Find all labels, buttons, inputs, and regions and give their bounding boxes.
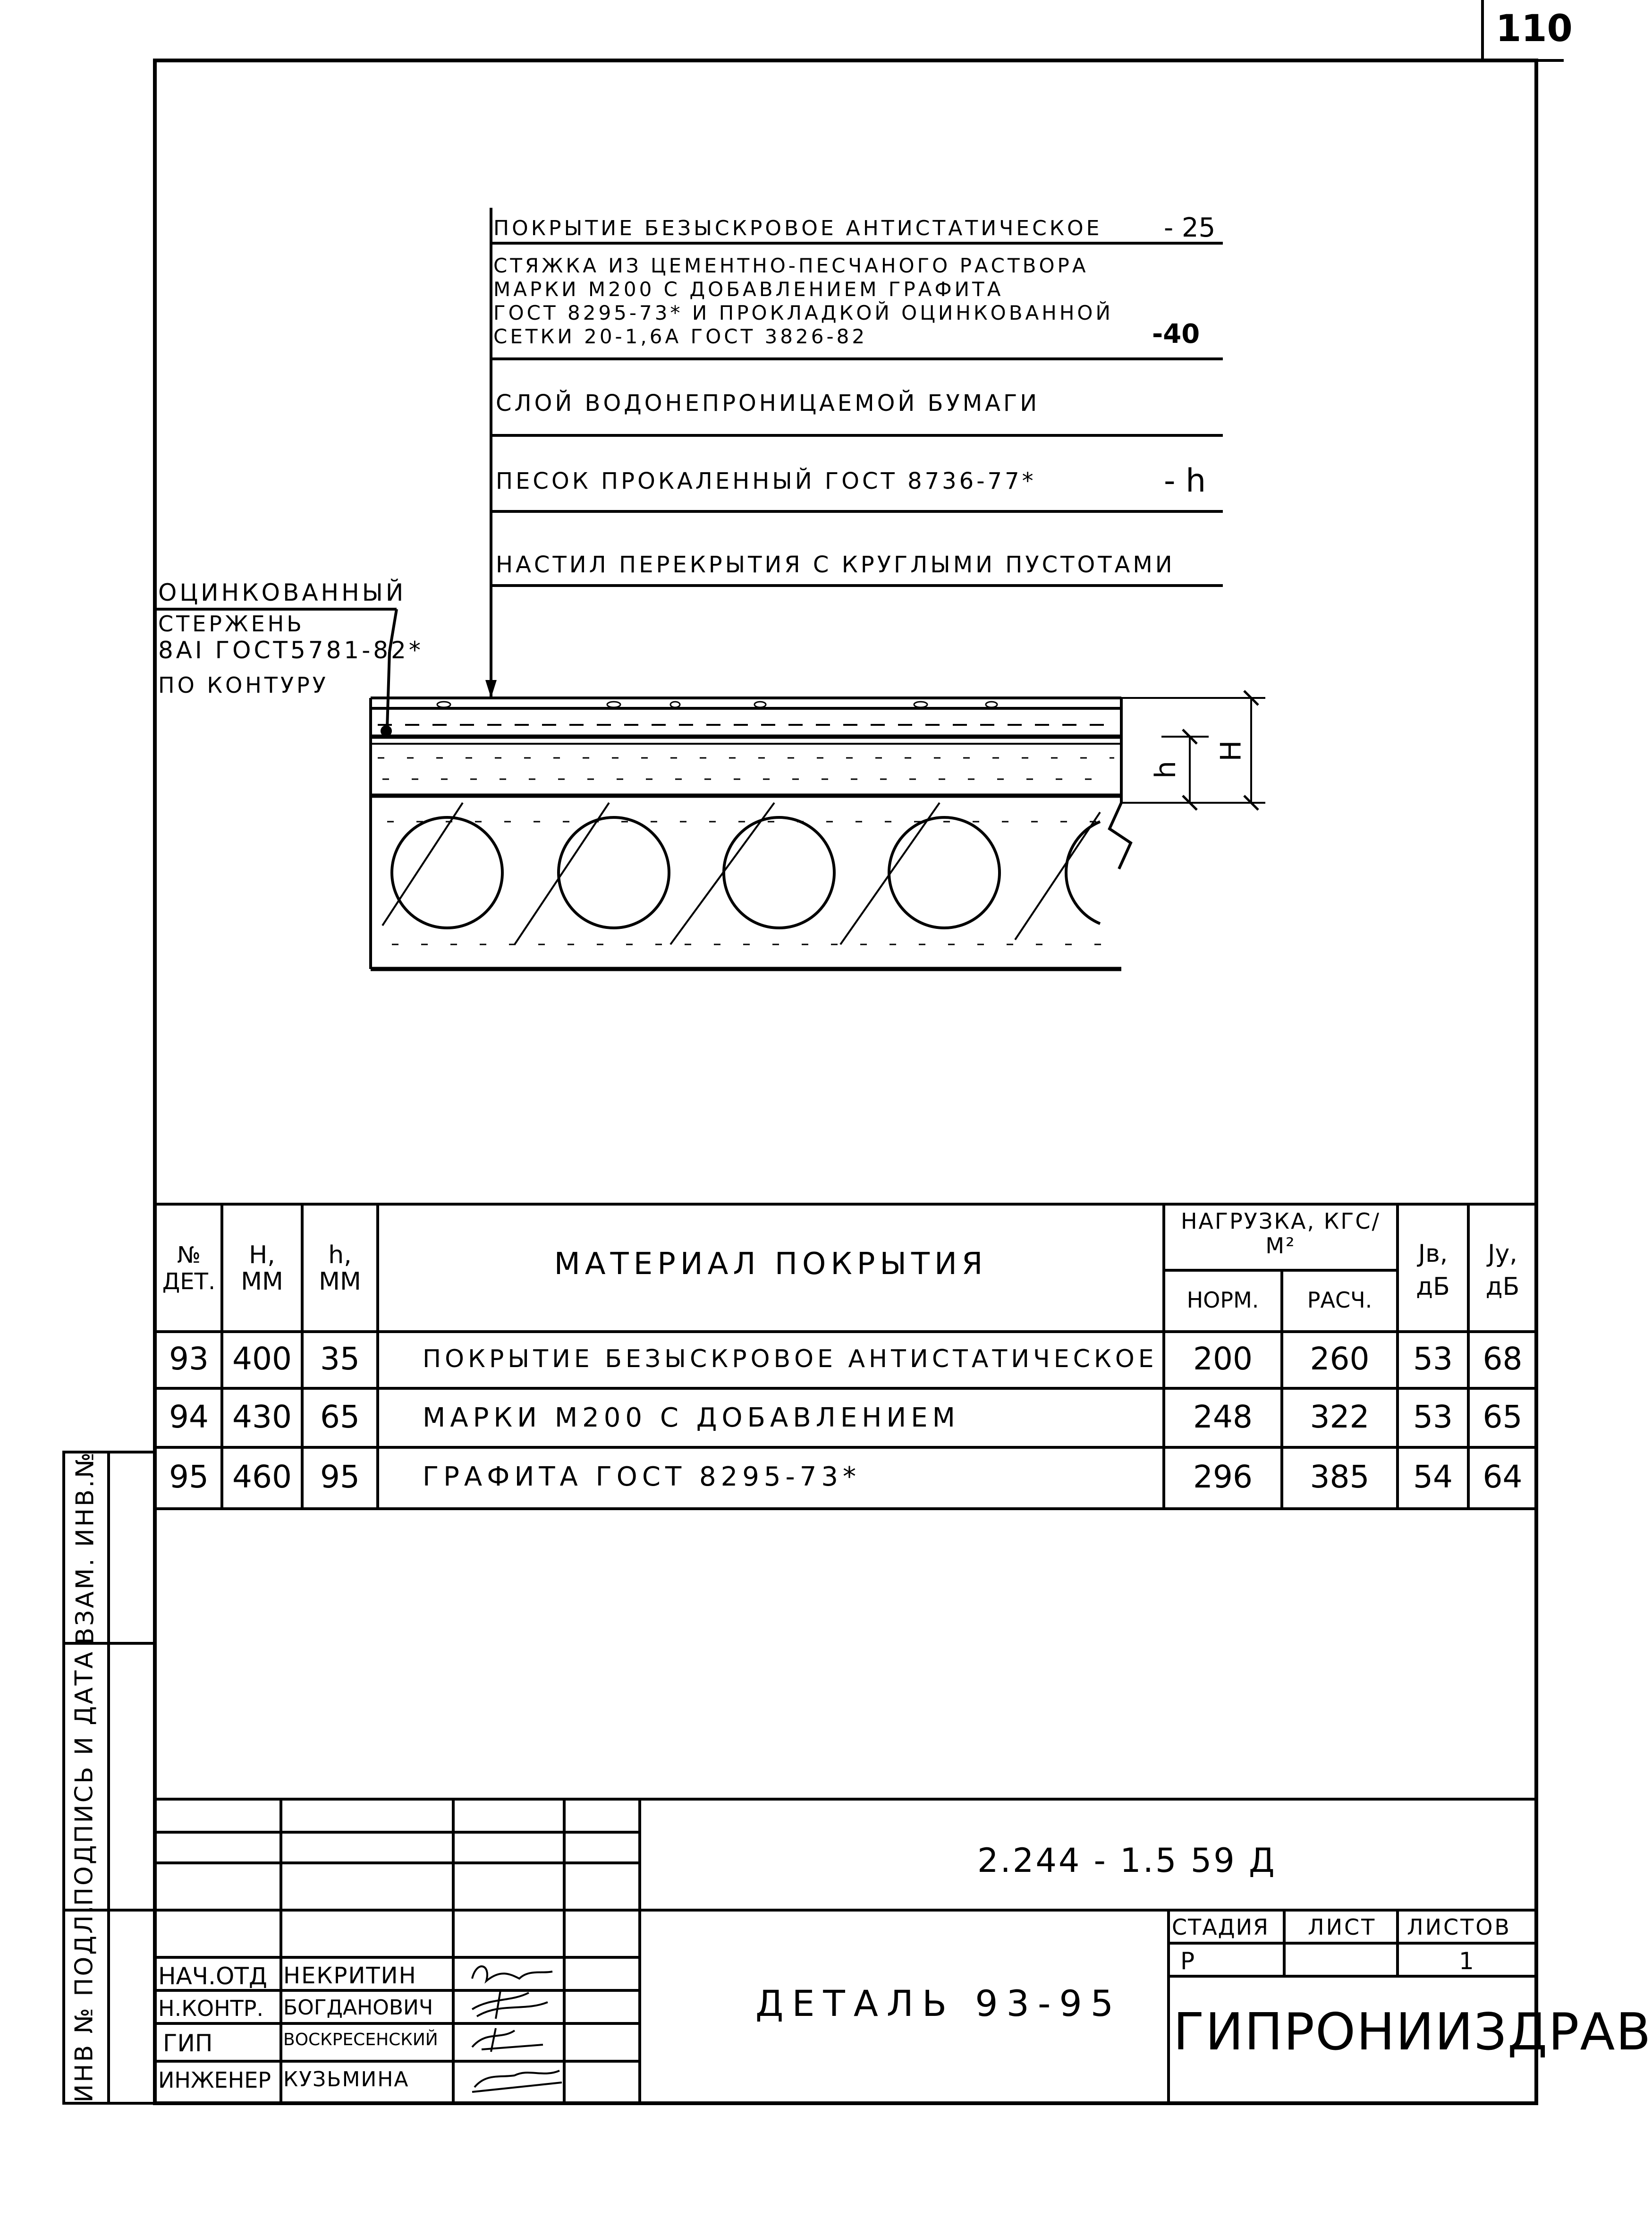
row-ju: 68 bbox=[1483, 1341, 1523, 1377]
signatures bbox=[472, 1966, 562, 2092]
header-load-norm: НОРМ. bbox=[1186, 1287, 1259, 1313]
person-name: ВОСКРЕСЕНСКИЙ bbox=[283, 2030, 438, 2049]
row-jv: 54 bbox=[1413, 1459, 1453, 1495]
person-name: НЕКРИТИН bbox=[283, 1963, 417, 1989]
sheets-header: ЛИСТОВ bbox=[1407, 1914, 1511, 1940]
role-label: НАЧ.ОТД bbox=[158, 1963, 267, 1990]
side-label-signature-date: ПОДПИСЬ И ДАТА bbox=[70, 1649, 99, 1906]
rod-label-line-4: ПО КОНТУРУ bbox=[158, 672, 329, 698]
layer-value-sand: - h bbox=[1164, 462, 1206, 500]
row-material: ГРАФИТА ГОСТ 8295-73* bbox=[423, 1462, 861, 1492]
person-name: КУЗЬМИНА bbox=[283, 2067, 409, 2091]
layer-label-paper: СЛОЙ ВОДОНЕПРОНИЦАЕМОЙ БУМАГИ bbox=[496, 390, 1040, 416]
document-code: 2.244 - 1.5 59 Д bbox=[977, 1841, 1277, 1880]
row-H: 400 bbox=[232, 1341, 292, 1377]
row-ju: 64 bbox=[1483, 1459, 1523, 1495]
row-jv: 53 bbox=[1413, 1341, 1453, 1377]
header-load: НАГРУЗКА, КГС/М² bbox=[1180, 1208, 1381, 1258]
header-num: № ДЕТ. bbox=[162, 1242, 216, 1295]
header-jv: Jв, дБ bbox=[1416, 1240, 1450, 1301]
row-num: 95 bbox=[169, 1459, 209, 1495]
row-jv: 53 bbox=[1413, 1399, 1453, 1435]
side-label-original-inv: ИНВ № ПОДЛ. bbox=[70, 1904, 99, 2103]
row-num: 94 bbox=[169, 1399, 209, 1435]
sheet-number: 110 bbox=[1496, 8, 1573, 50]
header-H: H, ММ bbox=[241, 1241, 283, 1296]
dimension-label-H: H bbox=[1214, 740, 1248, 762]
role-label: ГИП bbox=[163, 2030, 213, 2057]
role-label: ИНЖЕНЕР bbox=[158, 2067, 271, 2093]
layer-label-slab: НАСТИЛ ПЕРЕКРЫТИЯ С КРУГЛЫМИ ПУСТОТАМИ bbox=[496, 552, 1175, 578]
layer-label-sand: ПЕСОК ПРОКАЛЕННЫЙ ГОСТ 8736-77* bbox=[496, 468, 1036, 494]
layer-label-topcoat: ПОКРЫТИЕ БЕЗЫСКРОВОЕ АНТИСТАТИЧЕСКОЕ bbox=[493, 216, 1102, 240]
header-ju: Jу, дБ bbox=[1485, 1240, 1520, 1301]
row-h: 95 bbox=[320, 1459, 360, 1495]
row-calc: 385 bbox=[1310, 1459, 1370, 1495]
layer-value-screed: -40 bbox=[1152, 319, 1200, 349]
detail-title: ДЕТАЛЬ 93-95 bbox=[755, 1982, 1122, 2024]
row-h: 35 bbox=[320, 1341, 360, 1377]
row-h: 65 bbox=[320, 1399, 360, 1435]
row-calc: 260 bbox=[1310, 1341, 1370, 1377]
row-material: ПОКРЫТИЕ БЕЗЫСКРОВОЕ АНТИСТАТИЧЕСКОЕ bbox=[423, 1345, 1158, 1373]
header-h: h, ММ bbox=[319, 1241, 361, 1296]
organization-name: ГИПРОНИИЗДРАВ bbox=[1173, 2003, 1652, 2062]
row-ju: 65 bbox=[1483, 1399, 1523, 1435]
rod-label-line-1: ОЦИНКОВАННЫЙ bbox=[158, 579, 407, 606]
stage-header: СТАДИЯ bbox=[1172, 1914, 1269, 1940]
row-norm: 200 bbox=[1193, 1341, 1253, 1377]
row-H: 460 bbox=[232, 1459, 292, 1495]
rod-label-line-2: СТЕРЖЕНЬ bbox=[158, 611, 305, 637]
row-norm: 248 bbox=[1193, 1399, 1253, 1435]
row-H: 430 bbox=[232, 1399, 292, 1435]
dimension-label-h: h bbox=[1149, 760, 1183, 779]
sheets-value: 1 bbox=[1459, 1947, 1474, 1975]
layer-value-topcoat: - 25 bbox=[1164, 212, 1216, 243]
side-label-replacement-inv: ВЗАМ. ИНВ.№ bbox=[71, 1450, 100, 1645]
row-material: МАРКИ М200 С ДОБАВЛЕНИЕМ bbox=[423, 1402, 960, 1433]
stage-value: Р bbox=[1180, 1947, 1195, 1975]
role-label: Н.КОНТР. bbox=[158, 1996, 264, 2021]
header-material: МАТЕРИАЛ ПОКРЫТИЯ bbox=[554, 1247, 988, 1282]
row-num: 93 bbox=[169, 1341, 209, 1377]
sheet-header: ЛИСТ bbox=[1308, 1914, 1377, 1940]
layer-label-screed: СТЯЖКА ИЗ ЦЕМЕНТНО-ПЕСЧАНОГО РАСТВОРА МАРКИ М200 С ДОБАВЛЕНИЕМ ГРАФИТА ГОСТ 8295-73* И ПРОКЛАДКОЙ ОЦИНКОВАННОЙ СЕТКИ 20-1,6А ГОСТ 3826-82 bbox=[493, 254, 1113, 348]
person-name: БОГДАНОВИЧ bbox=[283, 1996, 433, 2020]
header-load-calc: РАСЧ. bbox=[1307, 1287, 1372, 1313]
row-norm: 296 bbox=[1193, 1459, 1253, 1495]
rod-label-line-3: 8AI ГОСТ5781-82* bbox=[158, 637, 424, 664]
row-calc: 322 bbox=[1310, 1399, 1370, 1435]
